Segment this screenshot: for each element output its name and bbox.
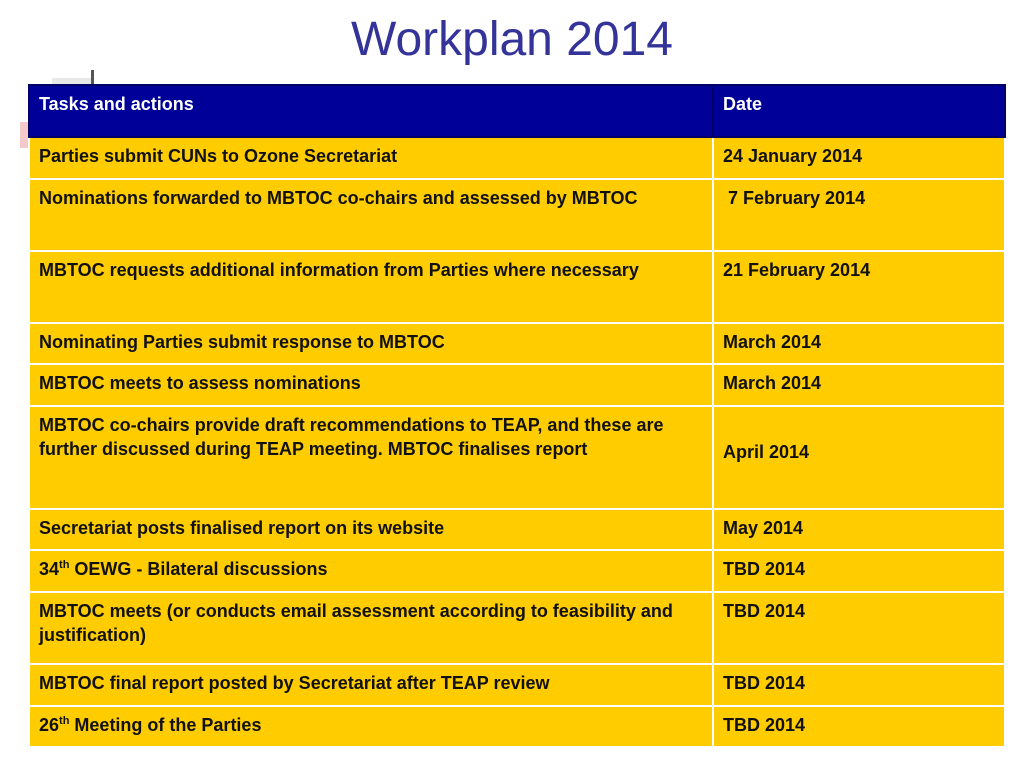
- task-cell: MBTOC meets to assess nominations: [29, 364, 713, 406]
- date-cell: TBD 2014: [713, 664, 1005, 706]
- task-ordinal: 26: [39, 715, 60, 735]
- task-cell: [29, 550, 713, 592]
- task-cell: Nominating Parties submit response to MBTOC: [29, 323, 713, 364]
- table-row: [29, 179, 1005, 251]
- table-row: [29, 509, 1005, 550]
- workplan-table: [28, 84, 1006, 748]
- date-cell: 7 February 2014: [713, 179, 1005, 251]
- date-cell: TBD 2014: [713, 550, 1005, 592]
- task-text: OEWG - Bilateral discussions: [69, 559, 328, 579]
- date-cell: May 2014: [713, 509, 1005, 550]
- date-cell: TBD 2014: [713, 706, 1005, 747]
- page-title: Workplan 2014: [351, 13, 673, 66]
- task-cell: [29, 706, 713, 747]
- table-row: [29, 406, 1005, 509]
- task-cell: Secretariat posts finalised report on its website: [29, 509, 713, 550]
- table-row: [29, 364, 1005, 406]
- task-cell: MBTOC final report posted by Secretariat after TEAP review: [29, 664, 713, 706]
- ordinal-suffix: th: [59, 715, 70, 727]
- date-cell: 21 February 2014: [713, 251, 1005, 323]
- date-cell: TBD 2014: [713, 592, 1005, 664]
- column-header-tasks: Tasks and actions: [29, 85, 713, 137]
- task-ordinal: 34: [39, 559, 60, 579]
- date-cell: March 2014: [713, 323, 1005, 364]
- table-header-row: [29, 85, 1005, 137]
- table-row: [29, 550, 1005, 592]
- task-cell: MBTOC requests additional information from Parties where necessary: [29, 251, 713, 323]
- table-row: [29, 323, 1005, 364]
- decorative-accent: [20, 122, 28, 148]
- date-cell: 24 January 2014: [713, 137, 1005, 179]
- table-row: [29, 592, 1005, 664]
- task-cell: Nominations forwarded to MBTOC co-chairs and assessed by MBTOC: [29, 179, 713, 251]
- column-header-date: Date: [713, 85, 1005, 137]
- date-cell: March 2014: [713, 364, 1005, 406]
- task-cell: MBTOC co-chairs provide draft recommendations to TEAP, and these are further discussed during TEAP meeting. MBTOC finalises report: [29, 406, 713, 509]
- task-text: Meeting of the Parties: [69, 715, 262, 735]
- date-cell: April 2014: [713, 406, 1005, 509]
- table-row: [29, 706, 1005, 747]
- table-row: [29, 664, 1005, 706]
- table-row: [29, 137, 1005, 179]
- task-cell: MBTOC meets (or conducts email assessment according to feasibility and justification): [29, 592, 713, 664]
- ordinal-suffix: th: [59, 559, 70, 571]
- task-cell: Parties submit CUNs to Ozone Secretariat: [29, 137, 713, 179]
- table-row: [29, 251, 1005, 323]
